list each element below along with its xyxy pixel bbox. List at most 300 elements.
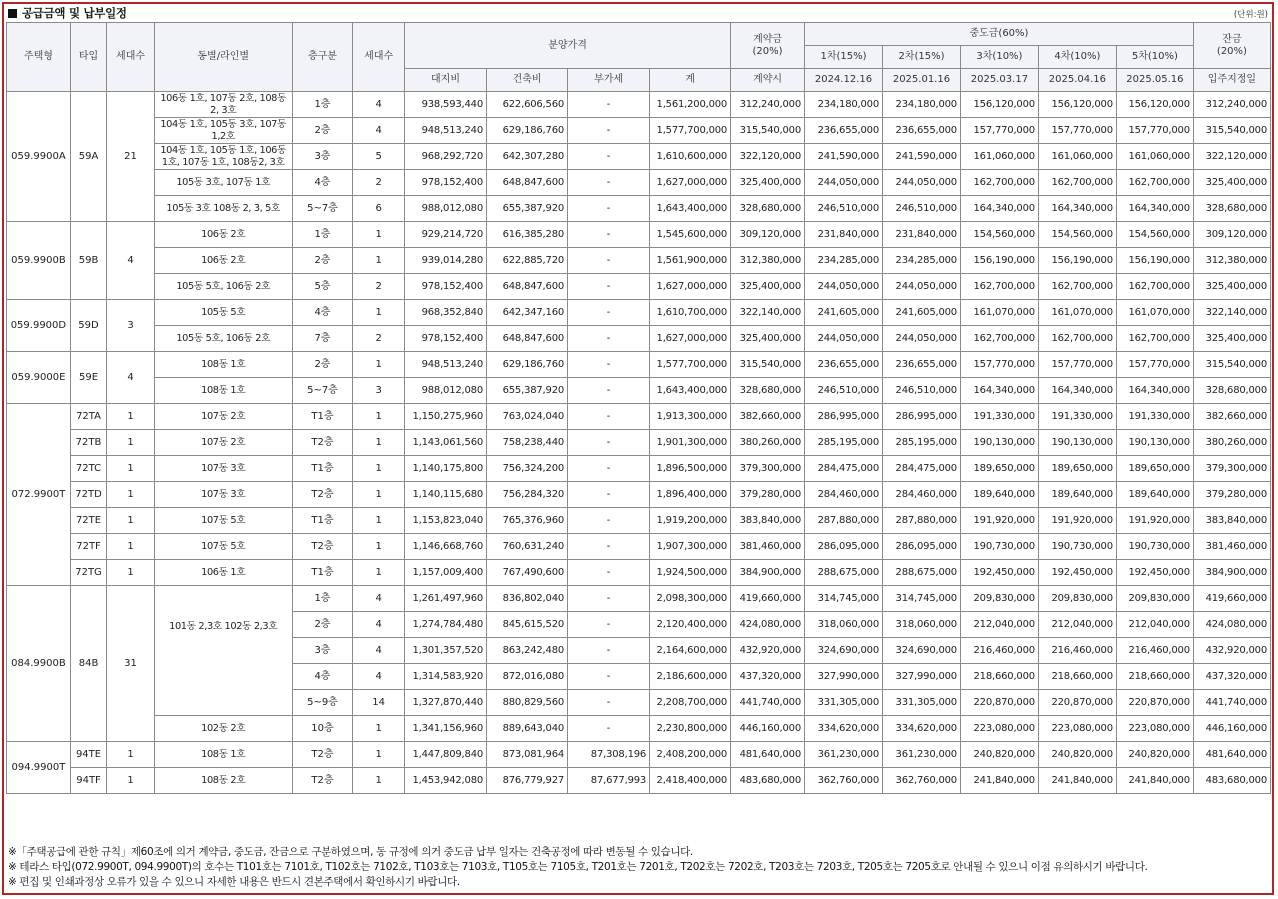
m3-cell: 189,640,000 xyxy=(960,482,1038,508)
m4-cell: 241,840,000 xyxy=(1038,768,1116,794)
table-row xyxy=(7,560,1271,586)
m2-cell: 234,285,000 xyxy=(882,248,960,274)
ct-cell: 315,540,000 xyxy=(731,118,805,144)
sum-cell: 2,164,600,000 xyxy=(650,638,731,664)
type-cell: 72TA xyxy=(70,404,106,430)
ct-cell: 325,400,000 xyxy=(731,274,805,300)
floor-cell: T2층 xyxy=(292,482,353,508)
table-row xyxy=(7,716,1271,742)
col-m3: 3차(10%) xyxy=(960,46,1038,69)
floor-cell: T2층 xyxy=(292,768,353,794)
m1-cell: 318,060,000 xyxy=(805,612,883,638)
m3-cell: 223,080,000 xyxy=(960,716,1038,742)
m3-cell: 161,060,000 xyxy=(960,144,1038,170)
bal-cell: 384,900,000 xyxy=(1193,560,1270,586)
dong-line-cell: 105동 3호, 107동 1호 xyxy=(154,170,292,196)
floor-cell: T1층 xyxy=(292,456,353,482)
build-cell: 836,802,040 xyxy=(487,586,568,612)
m5-cell: 162,700,000 xyxy=(1116,170,1193,196)
col-d4: 2025.04.16 xyxy=(1038,69,1116,92)
households-cell: 3 xyxy=(107,300,155,352)
vat-cell: - xyxy=(568,404,650,430)
bal-cell: 424,080,000 xyxy=(1193,612,1270,638)
m3-cell: 164,340,000 xyxy=(960,196,1038,222)
bal-cell: 381,460,000 xyxy=(1193,534,1270,560)
m1-cell: 331,305,000 xyxy=(805,690,883,716)
m1-cell: 234,180,000 xyxy=(805,92,883,118)
households-cell: 4 xyxy=(107,352,155,404)
col-balance: 잔금 (20%) xyxy=(1193,23,1270,69)
floor-cell: T1층 xyxy=(292,404,353,430)
col-d5: 2025.05.16 xyxy=(1116,69,1193,92)
m5-cell: 240,820,000 xyxy=(1116,742,1193,768)
m3-cell: 162,700,000 xyxy=(960,326,1038,352)
floor-cell: 4층 xyxy=(292,664,353,690)
m5-cell: 164,340,000 xyxy=(1116,378,1193,404)
floor-cell: T2층 xyxy=(292,742,353,768)
m1-cell: 287,880,000 xyxy=(805,508,883,534)
vat-cell: 87,677,993 xyxy=(568,768,650,794)
m3-cell: 161,070,000 xyxy=(960,300,1038,326)
table-row xyxy=(7,326,1271,352)
col-balance-when: 입주지정일 xyxy=(1193,69,1270,92)
m3-cell: 241,840,000 xyxy=(960,768,1038,794)
land-cell: 938,593,440 xyxy=(404,92,486,118)
ct-cell: 325,400,000 xyxy=(731,326,805,352)
units-cell: 4 xyxy=(353,638,405,664)
sum-cell: 1,545,600,000 xyxy=(650,222,731,248)
units-cell: 5 xyxy=(353,144,405,170)
units-cell: 1 xyxy=(353,534,405,560)
price-schedule-table xyxy=(6,22,1271,794)
col-households: 세대수 xyxy=(107,23,155,92)
ct-cell: 328,680,000 xyxy=(731,378,805,404)
m1-cell: 285,195,000 xyxy=(805,430,883,456)
m4-cell: 156,120,000 xyxy=(1038,92,1116,118)
sum-cell: 1,913,300,000 xyxy=(650,404,731,430)
build-cell: 760,631,240 xyxy=(487,534,568,560)
bal-cell: 379,300,000 xyxy=(1193,456,1270,482)
vat-cell: - xyxy=(568,352,650,378)
m1-cell: 288,675,000 xyxy=(805,560,883,586)
m1-cell: 284,475,000 xyxy=(805,456,883,482)
bal-cell: 382,660,000 xyxy=(1193,404,1270,430)
vat-cell: - xyxy=(568,456,650,482)
m2-cell: 244,050,000 xyxy=(882,274,960,300)
build-cell: 765,376,960 xyxy=(487,508,568,534)
land-cell: 1,150,275,960 xyxy=(404,404,486,430)
m3-cell: 162,700,000 xyxy=(960,170,1038,196)
house-type-cell: 072.9900T xyxy=(7,404,71,586)
units-cell: 1 xyxy=(353,222,405,248)
m4-cell: 240,820,000 xyxy=(1038,742,1116,768)
vat-cell: - xyxy=(568,300,650,326)
m5-cell: 223,080,000 xyxy=(1116,716,1193,742)
type-cell: 72TB xyxy=(70,430,106,456)
m2-cell: 246,510,000 xyxy=(882,196,960,222)
m2-cell: 287,880,000 xyxy=(882,508,960,534)
m2-cell: 244,050,000 xyxy=(882,170,960,196)
ct-cell: 312,240,000 xyxy=(731,92,805,118)
households-cell: 1 xyxy=(107,482,155,508)
m1-cell: 231,840,000 xyxy=(805,222,883,248)
col-m1: 1차(15%) xyxy=(805,46,883,69)
land-cell: 939,014,280 xyxy=(404,248,486,274)
land-cell: 1,327,870,440 xyxy=(404,690,486,716)
m2-cell: 241,605,000 xyxy=(882,300,960,326)
type-cell: 72TC xyxy=(70,456,106,482)
land-cell: 1,140,115,680 xyxy=(404,482,486,508)
type-cell: 72TE xyxy=(70,508,106,534)
m4-cell: 162,700,000 xyxy=(1038,326,1116,352)
table-row xyxy=(7,508,1271,534)
land-cell: 1,143,061,560 xyxy=(404,430,486,456)
vat-cell: - xyxy=(568,170,650,196)
land-cell: 1,301,357,520 xyxy=(404,638,486,664)
vat-cell: - xyxy=(568,118,650,144)
m1-cell: 241,590,000 xyxy=(805,144,883,170)
table-row xyxy=(7,768,1271,794)
vat-cell: - xyxy=(568,716,650,742)
house-type-cell: 059.9900D xyxy=(7,300,71,352)
floor-cell: 3층 xyxy=(292,638,353,664)
m5-cell: 218,660,000 xyxy=(1116,664,1193,690)
m1-cell: 246,510,000 xyxy=(805,378,883,404)
bal-cell: 379,280,000 xyxy=(1193,482,1270,508)
m5-cell: 190,730,000 xyxy=(1116,534,1193,560)
m5-cell: 189,650,000 xyxy=(1116,456,1193,482)
m4-cell: 218,660,000 xyxy=(1038,664,1116,690)
land-cell: 1,314,583,920 xyxy=(404,664,486,690)
bal-cell: 322,120,000 xyxy=(1193,144,1270,170)
m1-cell: 334,620,000 xyxy=(805,716,883,742)
m1-cell: 286,995,000 xyxy=(805,404,883,430)
vat-cell: - xyxy=(568,378,650,404)
m3-cell: 191,330,000 xyxy=(960,404,1038,430)
m1-cell: 284,460,000 xyxy=(805,482,883,508)
table-row xyxy=(7,456,1271,482)
vat-cell: - xyxy=(568,274,650,300)
floor-cell: T2층 xyxy=(292,430,353,456)
m4-cell: 157,770,000 xyxy=(1038,118,1116,144)
m2-cell: 362,760,000 xyxy=(882,768,960,794)
col-units: 세대수 xyxy=(353,23,405,92)
m4-cell: 209,830,000 xyxy=(1038,586,1116,612)
units-cell: 1 xyxy=(353,404,405,430)
table-row xyxy=(7,196,1271,222)
floor-cell: 4층 xyxy=(292,300,353,326)
ct-cell: 380,260,000 xyxy=(731,430,805,456)
m3-cell: 157,770,000 xyxy=(960,118,1038,144)
m5-cell: 162,700,000 xyxy=(1116,326,1193,352)
m3-cell: 157,770,000 xyxy=(960,352,1038,378)
footnotes xyxy=(8,845,1270,890)
ct-cell: 483,680,000 xyxy=(731,768,805,794)
table-row xyxy=(7,430,1271,456)
dong-line-cell: 108동 1호 xyxy=(154,378,292,404)
bal-cell: 322,140,000 xyxy=(1193,300,1270,326)
type-cell: 59D xyxy=(70,300,106,352)
sum-cell: 2,186,600,000 xyxy=(650,664,731,690)
m5-cell: 209,830,000 xyxy=(1116,586,1193,612)
bal-cell: 446,160,000 xyxy=(1193,716,1270,742)
table-row xyxy=(7,92,1271,118)
house-type-cell: 084.9900B xyxy=(7,586,71,742)
m2-cell: 361,230,000 xyxy=(882,742,960,768)
households-cell: 1 xyxy=(107,430,155,456)
vat-cell: - xyxy=(568,508,650,534)
build-cell: 648,847,600 xyxy=(487,274,568,300)
m2-cell: 234,180,000 xyxy=(882,92,960,118)
m5-cell: 161,060,000 xyxy=(1116,144,1193,170)
m2-cell: 236,655,000 xyxy=(882,118,960,144)
m2-cell: 284,475,000 xyxy=(882,456,960,482)
footnote: ※ 테라스 타입(072.9900T, 094.9900T)의 호수는 T101호는 7101호, T102호는 7102호, T103호는 7103호, T105호는 7105호, T201호는 7201호, T202호는 7202호, T203호는 7203호, T205호는 7205호로 안내될 수 있으니 이점 유의하시기 바랍니다. xyxy=(8,861,1148,873)
units-cell: 1 xyxy=(353,508,405,534)
floor-cell: 5층 xyxy=(292,274,353,300)
m1-cell: 236,655,000 xyxy=(805,118,883,144)
ct-cell: 325,400,000 xyxy=(731,170,805,196)
ct-cell: 322,140,000 xyxy=(731,300,805,326)
build-cell: 629,186,760 xyxy=(487,118,568,144)
build-cell: 629,186,760 xyxy=(487,352,568,378)
sum-cell: 1,577,700,000 xyxy=(650,118,731,144)
m5-cell: 154,560,000 xyxy=(1116,222,1193,248)
square-bullet-icon xyxy=(8,9,17,18)
m2-cell: 246,510,000 xyxy=(882,378,960,404)
land-cell: 988,012,080 xyxy=(404,196,486,222)
m5-cell: 161,070,000 xyxy=(1116,300,1193,326)
footnote: ※ 편집 및 인쇄과정상 오류가 있을 수 있으니 자세한 내용은 반드시 견본주택에서 확인하시기 바랍니다. xyxy=(8,876,460,888)
build-cell: 872,016,080 xyxy=(487,664,568,690)
units-cell: 1 xyxy=(353,482,405,508)
build-cell: 756,284,320 xyxy=(487,482,568,508)
households-cell: 1 xyxy=(107,742,155,768)
m2-cell: 285,195,000 xyxy=(882,430,960,456)
sum-cell: 1,627,000,000 xyxy=(650,326,731,352)
m5-cell: 164,340,000 xyxy=(1116,196,1193,222)
m4-cell: 220,870,000 xyxy=(1038,690,1116,716)
land-cell: 1,146,668,760 xyxy=(404,534,486,560)
m4-cell: 223,080,000 xyxy=(1038,716,1116,742)
sum-cell: 1,610,700,000 xyxy=(650,300,731,326)
floor-cell: 7층 xyxy=(292,326,353,352)
type-cell: 59B xyxy=(70,222,106,300)
land-cell: 1,140,175,800 xyxy=(404,456,486,482)
dong-line-cell: 105동 5호, 106동 2호 xyxy=(154,326,292,352)
m3-cell: 212,040,000 xyxy=(960,612,1038,638)
bal-cell: 419,660,000 xyxy=(1193,586,1270,612)
m1-cell: 244,050,000 xyxy=(805,274,883,300)
floor-cell: 2층 xyxy=(292,612,353,638)
sum-cell: 1,561,900,000 xyxy=(650,248,731,274)
sum-cell: 1,924,500,000 xyxy=(650,560,731,586)
households-cell: 1 xyxy=(107,456,155,482)
col-d1: 2024.12.16 xyxy=(805,69,883,92)
units-cell: 1 xyxy=(353,456,405,482)
sum-cell: 1,907,300,000 xyxy=(650,534,731,560)
build-cell: 655,387,920 xyxy=(487,378,568,404)
vat-cell: - xyxy=(568,690,650,716)
build-cell: 642,347,160 xyxy=(487,300,568,326)
dong-line-cell: 107동 3호 xyxy=(154,482,292,508)
ct-cell: 437,320,000 xyxy=(731,664,805,690)
house-type-cell: 059.9900A xyxy=(7,92,71,222)
bal-cell: 432,920,000 xyxy=(1193,638,1270,664)
table-body xyxy=(7,92,1271,794)
m4-cell: 189,640,000 xyxy=(1038,482,1116,508)
m1-cell: 236,655,000 xyxy=(805,352,883,378)
vat-cell: - xyxy=(568,586,650,612)
ct-cell: 441,740,000 xyxy=(731,690,805,716)
households-cell: 1 xyxy=(107,404,155,430)
ct-cell: 312,380,000 xyxy=(731,248,805,274)
m5-cell: 241,840,000 xyxy=(1116,768,1193,794)
m3-cell: 190,130,000 xyxy=(960,430,1038,456)
type-cell: 84B xyxy=(70,586,106,742)
households-cell: 4 xyxy=(107,222,155,300)
build-cell: 622,885,720 xyxy=(487,248,568,274)
m4-cell: 191,330,000 xyxy=(1038,404,1116,430)
floor-cell: 1층 xyxy=(292,586,353,612)
table-row xyxy=(7,482,1271,508)
land-cell: 1,453,942,080 xyxy=(404,768,486,794)
sum-cell: 2,208,700,000 xyxy=(650,690,731,716)
type-cell: 59A xyxy=(70,92,106,222)
m3-cell: 154,560,000 xyxy=(960,222,1038,248)
land-cell: 1,153,823,040 xyxy=(404,508,486,534)
units-cell: 1 xyxy=(353,560,405,586)
dong-line-cell: 105동 5호, 106동 2호 xyxy=(154,274,292,300)
m4-cell: 192,450,000 xyxy=(1038,560,1116,586)
bal-cell: 380,260,000 xyxy=(1193,430,1270,456)
m1-cell: 361,230,000 xyxy=(805,742,883,768)
land-cell: 988,012,080 xyxy=(404,378,486,404)
units-cell: 6 xyxy=(353,196,405,222)
m4-cell: 154,560,000 xyxy=(1038,222,1116,248)
m3-cell: 164,340,000 xyxy=(960,378,1038,404)
build-cell: 642,307,280 xyxy=(487,144,568,170)
m4-cell: 190,730,000 xyxy=(1038,534,1116,560)
floor-cell: 2층 xyxy=(292,352,353,378)
vat-cell: - xyxy=(568,664,650,690)
households-cell: 1 xyxy=(107,560,155,586)
m3-cell: 216,460,000 xyxy=(960,638,1038,664)
build-cell: 880,829,560 xyxy=(487,690,568,716)
build-cell: 767,490,600 xyxy=(487,560,568,586)
m1-cell: 234,285,000 xyxy=(805,248,883,274)
type-cell: 59E xyxy=(70,352,106,404)
households-cell: 21 xyxy=(107,92,155,222)
m5-cell: 157,770,000 xyxy=(1116,118,1193,144)
table-row xyxy=(7,144,1271,170)
col-m4: 4차(10%) xyxy=(1038,46,1116,69)
ct-cell: 446,160,000 xyxy=(731,716,805,742)
m3-cell: 189,650,000 xyxy=(960,456,1038,482)
build-cell: 756,324,200 xyxy=(487,456,568,482)
m2-cell: 244,050,000 xyxy=(882,326,960,352)
land-cell: 1,261,497,960 xyxy=(404,586,486,612)
m2-cell: 284,460,000 xyxy=(882,482,960,508)
table-row xyxy=(7,222,1271,248)
dong-line-cell: 106동 2호 xyxy=(154,222,292,248)
m3-cell: 240,820,000 xyxy=(960,742,1038,768)
ct-cell: 481,640,000 xyxy=(731,742,805,768)
table-row xyxy=(7,274,1271,300)
vat-cell: - xyxy=(568,560,650,586)
m3-cell: 190,730,000 xyxy=(960,534,1038,560)
dong-line-cell: 106동 2호 xyxy=(154,248,292,274)
type-cell: 72TF xyxy=(70,534,106,560)
table-row xyxy=(7,742,1271,768)
build-cell: 876,779,927 xyxy=(487,768,568,794)
vat-cell: - xyxy=(568,196,650,222)
unit-label: (단위:원) xyxy=(1233,10,1268,20)
dong-line-cell: 101동 2,3호 102동 2,3호 xyxy=(154,586,292,716)
m1-cell: 314,745,000 xyxy=(805,586,883,612)
m2-cell: 236,655,000 xyxy=(882,352,960,378)
m2-cell: 231,840,000 xyxy=(882,222,960,248)
land-cell: 948,513,240 xyxy=(404,352,486,378)
col-house-type: 주택형 xyxy=(7,23,71,92)
m5-cell: 191,920,000 xyxy=(1116,508,1193,534)
land-cell: 1,447,809,840 xyxy=(404,742,486,768)
floor-cell: T2층 xyxy=(292,534,353,560)
dong-line-cell: 102동 2호 xyxy=(154,716,292,742)
land-cell: 968,352,840 xyxy=(404,300,486,326)
bal-cell: 481,640,000 xyxy=(1193,742,1270,768)
m5-cell: 191,330,000 xyxy=(1116,404,1193,430)
land-cell: 1,274,784,480 xyxy=(404,612,486,638)
floor-cell: 5~7층 xyxy=(292,196,353,222)
col-contract: 계약금 (20%) xyxy=(731,23,805,69)
house-type-cell: 059.9900B xyxy=(7,222,71,300)
bal-cell: 383,840,000 xyxy=(1193,508,1270,534)
type-cell: 94TF xyxy=(70,768,106,794)
bal-cell: 312,380,000 xyxy=(1193,248,1270,274)
bal-cell: 312,240,000 xyxy=(1193,92,1270,118)
m3-cell: 209,830,000 xyxy=(960,586,1038,612)
build-cell: 873,081,964 xyxy=(487,742,568,768)
dong-line-cell: 106동 1호 xyxy=(154,560,292,586)
floor-cell: 5~9층 xyxy=(292,690,353,716)
units-cell: 1 xyxy=(353,352,405,378)
land-cell: 968,292,720 xyxy=(404,144,486,170)
m5-cell: 162,700,000 xyxy=(1116,274,1193,300)
m2-cell: 286,995,000 xyxy=(882,404,960,430)
m3-cell: 218,660,000 xyxy=(960,664,1038,690)
units-cell: 2 xyxy=(353,274,405,300)
m2-cell: 318,060,000 xyxy=(882,612,960,638)
type-cell: 94TE xyxy=(70,742,106,768)
m4-cell: 164,340,000 xyxy=(1038,196,1116,222)
sum-cell: 1,627,000,000 xyxy=(650,274,731,300)
dong-line-cell: 105동 5호 xyxy=(154,300,292,326)
sum-cell: 2,230,800,000 xyxy=(650,716,731,742)
ct-cell: 379,300,000 xyxy=(731,456,805,482)
m4-cell: 162,700,000 xyxy=(1038,274,1116,300)
m4-cell: 164,340,000 xyxy=(1038,378,1116,404)
dong-line-cell: 105동 3호 108동 2, 3, 5호 xyxy=(154,196,292,222)
units-cell: 4 xyxy=(353,586,405,612)
land-cell: 978,152,400 xyxy=(404,274,486,300)
ct-cell: 379,280,000 xyxy=(731,482,805,508)
col-m5: 5차(10%) xyxy=(1116,46,1193,69)
units-cell: 2 xyxy=(353,170,405,196)
sum-cell: 1,627,000,000 xyxy=(650,170,731,196)
units-cell: 1 xyxy=(353,248,405,274)
build-cell: 863,242,480 xyxy=(487,638,568,664)
